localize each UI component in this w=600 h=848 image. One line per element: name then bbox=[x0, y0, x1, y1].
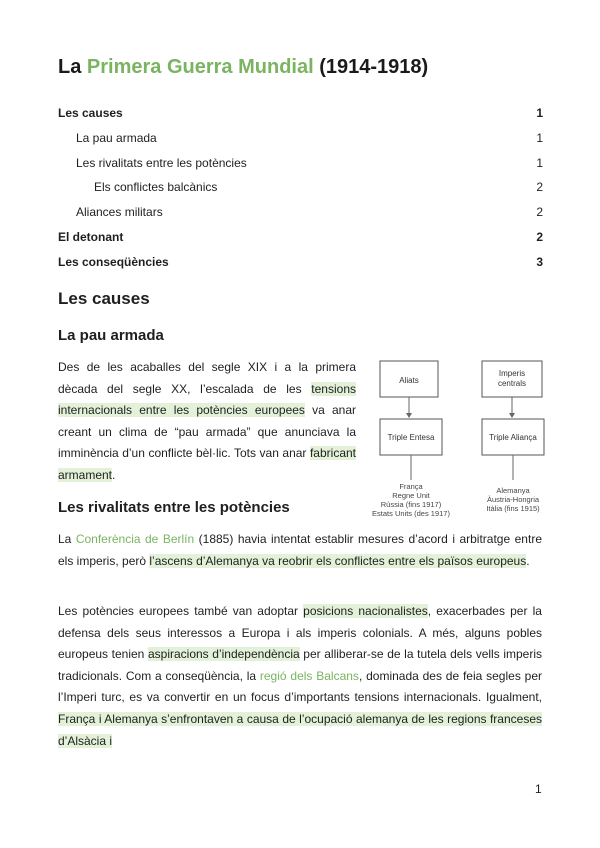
text: , dominada des de feia segles per l’Imperi turc, es va convertir en un focus d’importants tensions internacionals. Igualment, bbox=[58, 668, 542, 705]
left-list-item: França bbox=[399, 482, 423, 491]
toc-item-pau-armada[interactable] bbox=[58, 126, 543, 151]
left-list-item: Regne Unit bbox=[392, 491, 430, 500]
toc-item-conflictes-balcanics[interactable] bbox=[58, 175, 543, 200]
toc-item-rivalitats[interactable] bbox=[58, 151, 543, 176]
title-highlight: Primera Guerra Mundial bbox=[86, 56, 314, 78]
toc-label: La pau armada bbox=[76, 130, 157, 145]
title-prefix: La bbox=[58, 56, 87, 78]
toc-page: 3 bbox=[536, 254, 543, 269]
toc-label: Les conseqüències bbox=[58, 254, 169, 269]
toc-item-detonant[interactable] bbox=[58, 225, 543, 250]
toc-label: Aliances militars bbox=[76, 205, 163, 220]
text: va anar creant un clima de “pau armada” que anunciava la imminència d’un conflicte bèl·lic. Tots van anar bbox=[58, 403, 356, 461]
toc-page: 2 bbox=[536, 180, 543, 195]
table-of-contents bbox=[58, 101, 543, 275]
toc-page: 1 bbox=[536, 130, 543, 145]
paragraph-rivalitats-2 bbox=[58, 601, 542, 752]
box-triple-entesa-label: Triple Entesa bbox=[387, 433, 435, 442]
highlight-text: l’ascens d’Alemanya va reobrir els conflictes entre els països europeus bbox=[149, 553, 527, 568]
right-list-item: Alemanya bbox=[496, 486, 530, 495]
right-list-item: Àustria-Hongria bbox=[486, 495, 540, 504]
text: per alliberar-se de la tutela dels vells imperis tradicionals. Com a conseqüència, la bbox=[58, 647, 542, 683]
paragraph-rivalitats-1 bbox=[58, 529, 542, 572]
toc-page: 1 bbox=[536, 155, 543, 170]
paragraph-pau-armada bbox=[58, 357, 356, 487]
text: Des de les acaballes del segle XIX i a la primera dècada del segle XX, l’escalada de les bbox=[58, 360, 356, 396]
arrow-head bbox=[406, 413, 412, 418]
link-conferencia-berlin[interactable]: Conferència de Berlín bbox=[75, 532, 195, 546]
highlight-text: França i Alemanya s’enfrontaven a causa de l’ocupació alemanya de les regions franceses d’Alsàcia i bbox=[58, 711, 542, 748]
toc-label: El detonant bbox=[58, 229, 124, 244]
highlight-text: tensions internacionals entre les potències europees bbox=[58, 381, 356, 418]
toc-label: Les rivalitats entre les potències bbox=[76, 155, 247, 170]
arrow-head bbox=[509, 413, 515, 418]
page-number: 1 bbox=[535, 782, 542, 796]
section-heading-causes: Les causes bbox=[58, 289, 150, 308]
toc-page: 2 bbox=[536, 229, 543, 244]
toc-label: Els conflictes balcànics bbox=[94, 180, 218, 195]
subsection-heading-rivalitats: Les rivalitats entre les potències bbox=[58, 499, 290, 516]
text: (1885) havia intentat establir mesures d’acord i arbitratge entre els imperis, però bbox=[58, 532, 542, 568]
page-title bbox=[58, 56, 428, 79]
title-suffix: (1914-1918) bbox=[313, 56, 429, 78]
right-list-item: Itàlia (fins 1915) bbox=[486, 504, 540, 513]
toc-page: 2 bbox=[536, 205, 543, 220]
left-list-item: Estats Units (des 1917) bbox=[372, 509, 450, 518]
box-imperis-label-1: Imperis bbox=[498, 369, 526, 378]
highlight-text: posicions nacionalistes bbox=[303, 604, 428, 618]
toc-item-aliances[interactable] bbox=[58, 200, 543, 225]
toc-label: Les causes bbox=[58, 106, 123, 120]
highlight-text: aspiracions d’independència bbox=[147, 647, 300, 662]
alliances-diagram bbox=[362, 355, 552, 527]
text: , exacerbades per la defensa dels seus interessos a Europa i als imperis colonials. A més, alguns pobles europeus tenien bbox=[58, 604, 542, 662]
text: . bbox=[526, 553, 530, 568]
text: Les potències europees també van adoptar bbox=[58, 604, 304, 618]
left-list-item: Rússia (fins 1917) bbox=[380, 500, 442, 509]
highlight-text: fabricant armament bbox=[58, 446, 356, 482]
toc-item-causes[interactable] bbox=[58, 101, 543, 126]
box-triple-alianca-label: Triple Aliança bbox=[489, 433, 537, 442]
text: La bbox=[58, 532, 76, 546]
link-regio-balcans[interactable]: regió dels Balcans bbox=[259, 668, 359, 683]
subsection-heading-pau-armada: La pau armada bbox=[58, 327, 164, 344]
text: . bbox=[112, 467, 116, 482]
box-imperis-label-2: centrals bbox=[497, 379, 527, 388]
toc-item-consequencies[interactable] bbox=[58, 250, 543, 275]
toc-page: 1 bbox=[536, 106, 543, 120]
box-aliats-label: Aliats bbox=[399, 376, 419, 385]
